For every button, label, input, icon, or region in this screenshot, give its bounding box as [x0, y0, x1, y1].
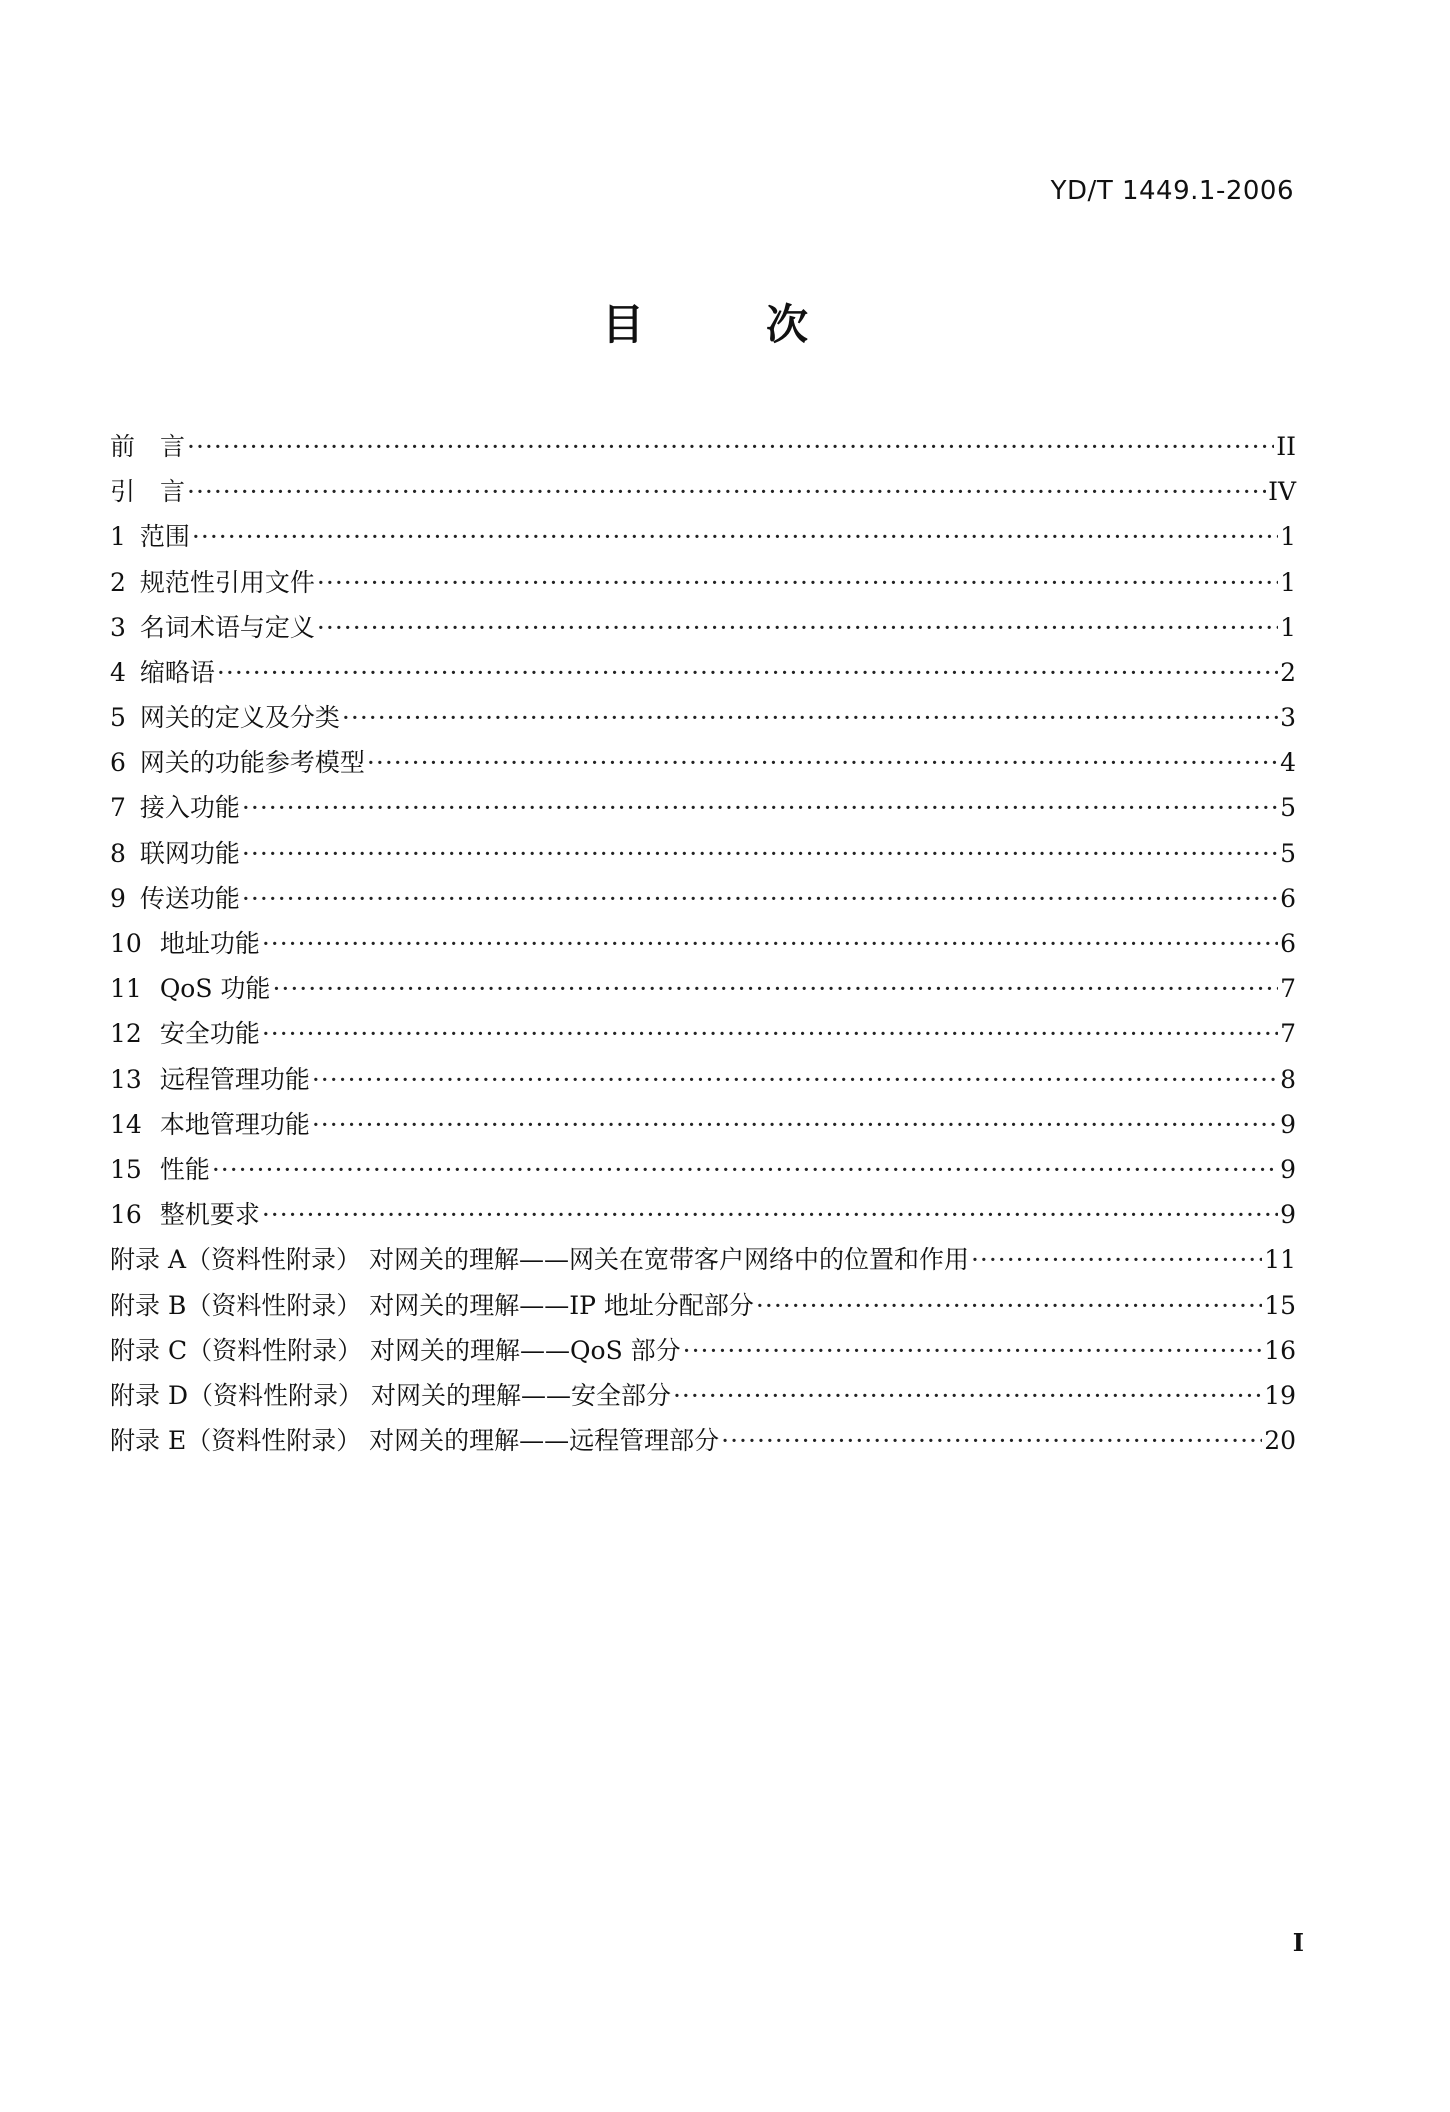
toc-entry-page: 6: [1280, 883, 1296, 913]
toc-entry[interactable]: [110, 695, 1296, 740]
toc-entry[interactable]: [110, 1192, 1296, 1237]
dot-leader: [683, 1328, 1263, 1373]
toc-entry-appendix[interactable]: [110, 1237, 1296, 1282]
toc-entry-appendix[interactable]: [110, 1328, 1296, 1373]
toc-entry-appendix[interactable]: [110, 1283, 1296, 1328]
toc-entry-label: 引 言: [110, 477, 186, 507]
toc-entry[interactable]: [110, 560, 1296, 605]
dot-leader: [312, 1057, 1278, 1102]
toc-entry-label: 传送功能: [139, 883, 240, 913]
dot-leader: [262, 1011, 1278, 1056]
toc-entry-label: 网关的定义及分类: [139, 703, 340, 733]
toc-entry-number: 6: [110, 748, 126, 778]
dot-leader: [312, 1102, 1278, 1147]
dot-leader: [272, 966, 1278, 1011]
toc-entry-label: QoS 功能: [159, 974, 271, 1004]
toc-entry-label: 缩略语: [139, 657, 215, 687]
toc-entry-page: 20: [1264, 1426, 1296, 1456]
toc-entry-number: 8: [110, 838, 126, 868]
toc-entry-number: 16: [110, 1200, 142, 1230]
toc-entry-page: 6: [1280, 929, 1296, 959]
dot-leader: [673, 1373, 1262, 1418]
toc-entry-label: 名词术语与定义: [139, 612, 315, 642]
toc-entry[interactable]: [110, 966, 1296, 1011]
dot-leader: [262, 1192, 1278, 1237]
toc-entry-page: 4: [1280, 748, 1296, 778]
toc-entry-label: 整机要求: [159, 1200, 260, 1230]
dot-leader: [262, 921, 1278, 966]
toc-entry-number: 1: [110, 522, 126, 552]
toc-entry-page: 3: [1280, 703, 1296, 733]
toc-entry-label: 接入功能: [139, 793, 240, 823]
toc-entry-number: 14: [110, 1109, 142, 1139]
toc-entry[interactable]: [110, 424, 1296, 469]
toc-entry-label: 附录 A（资料性附录） 对网关的理解——网关在宽带客户网络中的位置和作用: [110, 1245, 969, 1275]
toc-entry-page: 11: [1264, 1245, 1296, 1275]
toc-entry-label: 地址功能: [159, 929, 260, 959]
toc-entry-page: 2: [1280, 657, 1296, 687]
toc-list: [110, 424, 1296, 1463]
toc-entry[interactable]: [110, 1057, 1296, 1102]
dot-leader: [242, 831, 1278, 876]
toc-entry-page: 16: [1264, 1335, 1296, 1365]
dot-leader: [317, 560, 1278, 605]
toc-entry-page: 15: [1264, 1290, 1296, 1320]
toc-entry-number: 10: [110, 929, 142, 959]
page-number: I: [1292, 1928, 1304, 1957]
dot-leader: [367, 740, 1278, 785]
toc-entry-number: 9: [110, 883, 126, 913]
dot-leader: [192, 514, 1278, 559]
toc-entry-page: 1: [1280, 612, 1296, 642]
toc-entry-number: 4: [110, 657, 126, 687]
toc-entry-label: 附录 B（资料性附录） 对网关的理解——IP 地址分配部分: [110, 1290, 754, 1320]
dot-leader: [317, 605, 1278, 650]
dot-leader: [721, 1418, 1262, 1463]
toc-entry-label: 前 言: [110, 431, 186, 461]
toc-entry-label: 范围: [139, 522, 190, 552]
toc-entry-page: 5: [1280, 838, 1296, 868]
toc-entry-number: 7: [110, 793, 126, 823]
toc-entry-appendix[interactable]: [110, 1418, 1296, 1463]
dot-leader: [242, 785, 1278, 830]
toc-entry-page: 7: [1280, 974, 1296, 1004]
toc-entry[interactable]: [110, 740, 1296, 785]
toc-entry-label: 联网功能: [139, 838, 240, 868]
dot-leader: [212, 1147, 1278, 1192]
toc-entry[interactable]: [110, 786, 1296, 831]
toc-entry[interactable]: [110, 831, 1296, 876]
dot-leader: [342, 695, 1278, 740]
dot-leader: [971, 1237, 1262, 1282]
dot-leader: [217, 650, 1278, 695]
toc-entry-label: 网关的功能参考模型: [139, 748, 365, 778]
toc-entry-page: 19: [1264, 1380, 1296, 1410]
toc-entry-number: 2: [110, 567, 126, 597]
dot-leader: [187, 469, 1266, 514]
toc-entry-page: 8: [1280, 1064, 1296, 1094]
toc-entry-page: 5: [1280, 793, 1296, 823]
toc-entry-appendix[interactable]: [110, 1373, 1296, 1418]
document-code: YD/T 1449.1-2006: [1050, 176, 1294, 206]
toc-entry-label: 规范性引用文件: [139, 567, 315, 597]
toc-title: 目 次: [601, 300, 848, 349]
toc-entry-number: 3: [110, 612, 126, 642]
toc-entry-label: 本地管理功能: [159, 1109, 310, 1139]
toc-entry[interactable]: [110, 1147, 1296, 1192]
toc-entry-page: 1: [1280, 567, 1296, 597]
toc-entry-page: IV: [1268, 477, 1296, 507]
toc-entry-label: 远程管理功能: [159, 1064, 310, 1094]
toc-entry-label: 附录 D（资料性附录） 对网关的理解——安全部分: [110, 1380, 671, 1410]
toc-entry[interactable]: [110, 1102, 1296, 1147]
toc-entry-label: 附录 C（资料性附录） 对网关的理解——QoS 部分: [110, 1335, 681, 1365]
toc-entry-number: 5: [110, 703, 126, 733]
toc-entry-page: 9: [1280, 1109, 1296, 1139]
toc-entry[interactable]: [110, 650, 1296, 695]
toc-entry[interactable]: [110, 1011, 1296, 1056]
toc-entry[interactable]: [110, 921, 1296, 966]
toc-entry-number: 12: [110, 1019, 142, 1049]
toc-entry-number: 13: [110, 1064, 142, 1094]
toc-entry-page: 9: [1280, 1154, 1296, 1184]
toc-entry-page: 9: [1280, 1200, 1296, 1230]
toc-entry-label: 附录 E（资料性附录） 对网关的理解——远程管理部分: [110, 1426, 720, 1456]
dot-leader: [756, 1283, 1262, 1328]
toc-entry-page: 1: [1280, 522, 1296, 552]
toc-entry-label: 性能: [159, 1154, 210, 1184]
toc-entry[interactable]: [110, 605, 1296, 650]
toc-entry[interactable]: [110, 876, 1296, 921]
toc-entry[interactable]: [110, 469, 1296, 514]
toc-entry-label: 安全功能: [159, 1019, 260, 1049]
toc-entry[interactable]: [110, 514, 1296, 559]
toc-entry-page: 7: [1280, 1019, 1296, 1049]
toc-entry-number: 11: [110, 974, 142, 1004]
toc-entry-number: 15: [110, 1154, 142, 1184]
dot-leader: [242, 876, 1278, 921]
dot-leader: [187, 424, 1274, 469]
toc-entry-page: II: [1276, 431, 1296, 461]
